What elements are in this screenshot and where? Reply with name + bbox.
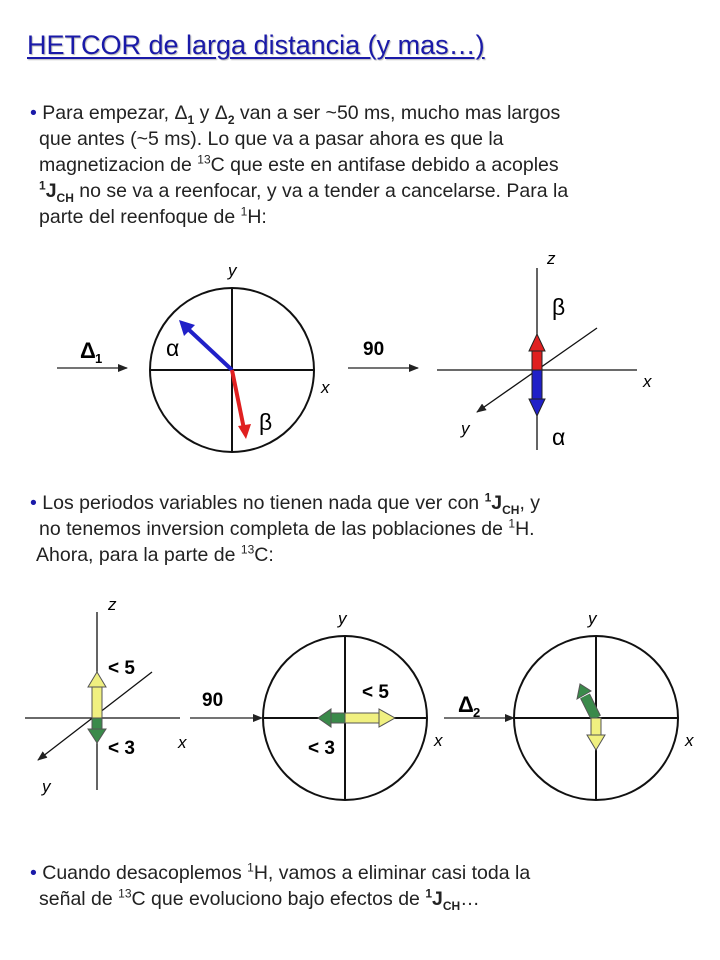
b3-text: señal de xyxy=(39,888,119,910)
b1-text: y xyxy=(194,102,215,124)
superscript: 13 xyxy=(197,152,211,167)
b1-line2: que antes (~5 ms). Lo que va a pasar ahora es que la xyxy=(39,128,504,150)
lt5-label: < 5 xyxy=(108,658,135,679)
alpha-vector xyxy=(532,370,542,400)
subscript: CH xyxy=(502,502,520,517)
x-axis-label: x xyxy=(434,731,443,750)
superscript: 1 xyxy=(247,860,254,875)
delta-symbol: Δ xyxy=(174,102,188,124)
superscript: 13 xyxy=(118,886,132,901)
coupling-j: J xyxy=(491,492,503,514)
bullet-dot: • xyxy=(30,492,37,514)
alpha-label: α xyxy=(552,424,566,450)
green-vector-head xyxy=(318,709,331,727)
delta-1-subscript: 1 xyxy=(95,351,103,366)
green-vector xyxy=(330,713,345,723)
b3-text: Cuando desacoplemos xyxy=(42,862,248,884)
b2-text: C: xyxy=(254,544,274,566)
lt3-label: < 3 xyxy=(308,738,335,759)
superscript: 1 xyxy=(484,490,492,505)
page-title: HETCOR de larga distancia (y mas…) xyxy=(27,30,485,60)
beta-label: β xyxy=(259,409,273,435)
yellow-vector xyxy=(92,686,102,718)
figure-2 xyxy=(0,590,720,810)
delta-symbol: Δ xyxy=(214,102,228,124)
b2-text: Ahora, para la parte de xyxy=(36,544,241,566)
delta-2-subscript: 2 xyxy=(473,705,481,720)
b2-text: H. xyxy=(515,518,535,540)
bullet-1 xyxy=(30,100,568,230)
beta-vector-head xyxy=(238,424,251,439)
bullet-dot: • xyxy=(30,862,37,884)
b1-text: Para empezar, xyxy=(42,102,175,124)
bullet-dot: • xyxy=(30,102,37,124)
y-axis-label: y xyxy=(42,777,51,796)
b3-text: C que evoluciono bajo efectos de xyxy=(131,888,426,910)
yellow-vector-head xyxy=(587,735,605,750)
coupling-j: J xyxy=(432,888,443,910)
b1-text: C que este en antifase debido a acoples xyxy=(210,154,559,176)
b1-line4 xyxy=(30,178,568,204)
b1-text: van a ser ~50 ms, mucho mas largos xyxy=(234,102,561,124)
b1-line5 xyxy=(30,204,568,230)
superscript: 13 xyxy=(240,542,255,557)
pulse-90-label: 90 xyxy=(363,339,385,360)
b1-text: no se va a reenfocar, y va a tender a cancelarse. Para la xyxy=(73,180,569,202)
green-vector xyxy=(92,718,102,730)
b3-line2 xyxy=(30,886,530,912)
alpha-label: α xyxy=(166,335,180,361)
pulse-90-label: 90 xyxy=(202,690,224,711)
beta-vector xyxy=(232,370,244,429)
b3-text: H, vamos a eliminar casi toda la xyxy=(253,862,531,884)
lt5-label: < 5 xyxy=(362,682,389,703)
green-vector-head xyxy=(88,729,106,743)
delta-subscript: 1 xyxy=(187,112,195,127)
z-axis-label: z xyxy=(108,595,117,614)
b1-line3 xyxy=(30,152,568,178)
yellow-vector xyxy=(591,718,601,736)
yellow-vector xyxy=(345,713,380,723)
superscript: 1 xyxy=(425,886,432,901)
z-axis-label: z xyxy=(547,249,556,268)
y-axis-label: y xyxy=(338,609,347,628)
subscript: CH xyxy=(442,898,461,913)
superscript: 1 xyxy=(508,516,516,531)
green-vector xyxy=(585,696,596,718)
coupling-j: J xyxy=(45,180,57,202)
beta-label: β xyxy=(552,294,566,320)
subscript: CH xyxy=(56,190,74,205)
superscript: 1 xyxy=(240,204,248,219)
x-axis-label: x xyxy=(643,372,652,391)
b1-text: H: xyxy=(247,206,267,228)
bullet-2 xyxy=(30,490,540,568)
x-axis-label: x xyxy=(178,733,187,752)
y-axis-label: y xyxy=(461,419,470,438)
x-axis-label: x xyxy=(321,378,330,397)
b2-line3 xyxy=(30,542,540,568)
b2-text: Los periodos variables no tienen nada que ver con xyxy=(42,492,485,514)
y-axis-label: y xyxy=(588,609,597,628)
b1-text: parte del reenfoque de xyxy=(39,206,241,228)
alpha-vector xyxy=(187,328,232,370)
b2-line2 xyxy=(30,516,540,542)
delta-2-label: Δ xyxy=(458,692,474,717)
lt3-label: < 3 xyxy=(108,738,135,759)
x-axis-label: x xyxy=(685,731,694,750)
figure-1 xyxy=(0,240,720,470)
y-axis-label: y xyxy=(228,261,237,280)
b2-text: no tenemos inversion completa de las poblaciones de xyxy=(39,518,509,540)
delta-1-label: Δ xyxy=(80,338,96,363)
alpha-vector-head xyxy=(529,399,545,416)
yellow-vector-head xyxy=(88,672,106,687)
beta-vector-head xyxy=(529,334,545,351)
b3-text: … xyxy=(460,888,480,910)
bullet-3 xyxy=(30,860,530,912)
superscript: 1 xyxy=(39,178,46,193)
yellow-vector-head xyxy=(379,709,395,727)
beta-vector xyxy=(532,350,542,370)
b1-text: magnetizacion de xyxy=(39,154,198,176)
b2-text: , y xyxy=(519,492,541,514)
delta-subscript: 2 xyxy=(227,112,235,127)
